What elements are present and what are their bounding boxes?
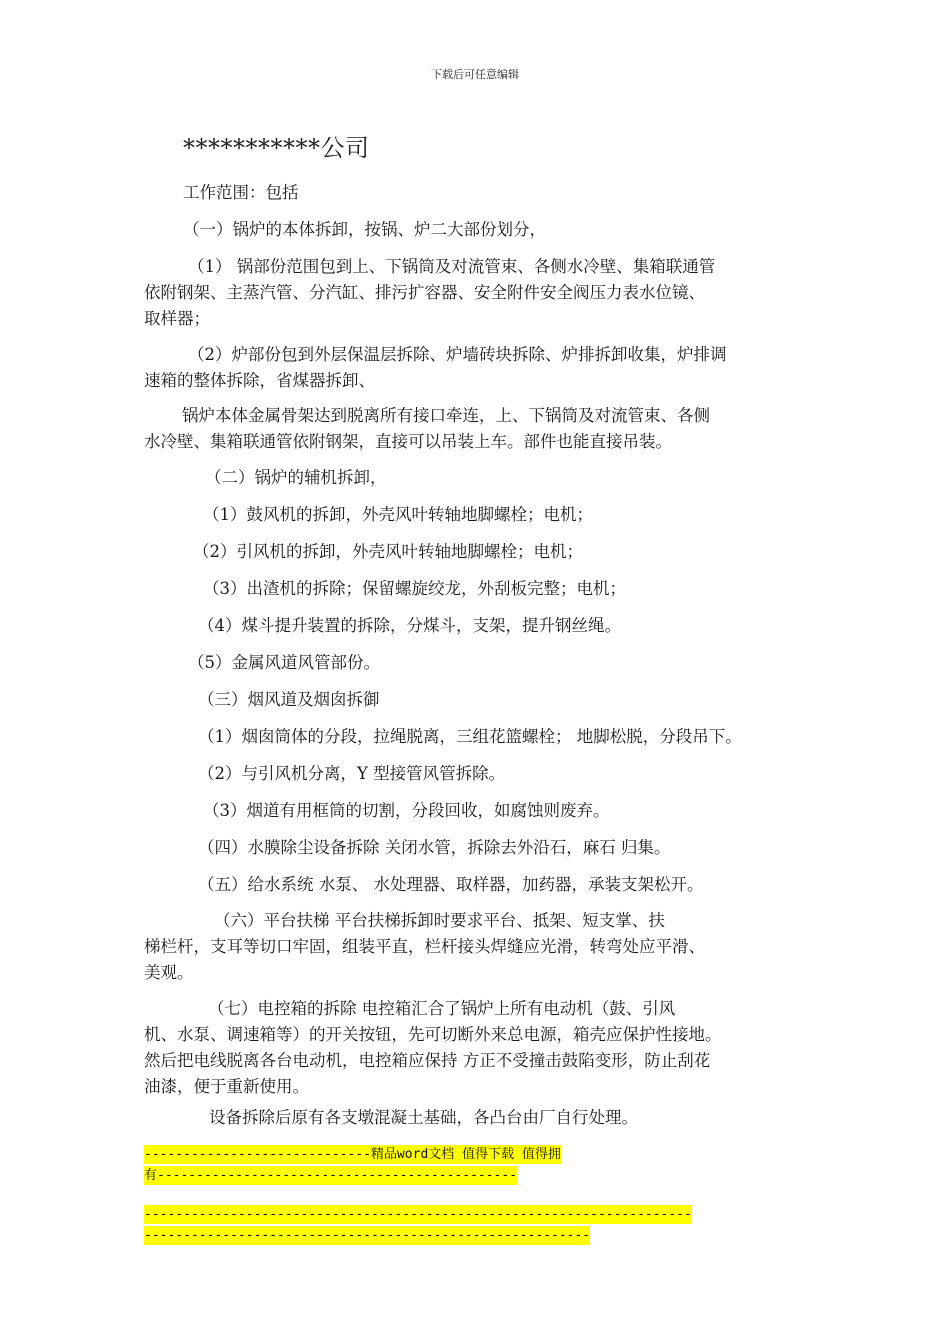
section-2-item-5: （5）金属风道风管部份。 [188, 653, 380, 672]
section-2-item-3: （3）出渣机的拆除；保留螺旋绞龙，外刮板完整；电机； [203, 579, 626, 598]
scope-line: 工作范围：包括 [183, 183, 299, 202]
section-3-heading: （三）烟风道及烟囱拆御 [198, 690, 380, 709]
section-1-item-2 [144, 342, 824, 394]
section-5: （五）给水系统 水泵、 水处理器、取样器，加药器，承装支架松开。 [198, 875, 704, 894]
text-row: （1） 锅部份范围包到上、下锅筒及对流管束、各侧水冷壁、集箱联通管 [188, 257, 716, 276]
divider-banner [144, 1203, 692, 1245]
section-3-item-1: （1）烟囱筒体的分段，拉绳脱离，三组花篮螺栓； 地脚松脱，分段吊下。 [198, 727, 742, 746]
text-row: 油漆，便于重新使用。 [144, 1077, 309, 1096]
text-row: 依附钢架、主蒸汽管、分汽缸、排污扩容器、安全附件安全阀压力表水位镜、 [144, 283, 705, 302]
text-row: 美观。 [144, 963, 194, 982]
text-row: （七）电控箱的拆除 电控箱汇合了锅炉上所有电动机（鼓、引风 [208, 999, 676, 1018]
document-title: ***********公司 [183, 134, 370, 162]
section-2-item-2: （2）引风机的拆卸，外壳风叶转轴地脚螺栓；电机； [193, 542, 583, 561]
text-row: （2）炉部份包到外层保温层拆除、炉墙砖块拆除、炉排拆卸收集，炉排调 [188, 345, 727, 364]
text-row: 机、水泵、调速箱等）的开关按钮，先可切断外来总电源，箱壳应保护性接地。 [144, 1025, 722, 1044]
section-6 [144, 908, 824, 986]
section-1-item-3 [144, 403, 824, 455]
text-row: 梯栏杆，支耳等切口牢固，组装平直，栏杆接头焊缝应光滑，转弯处应平滑、 [144, 937, 705, 956]
text-row: 取样器； [144, 309, 210, 328]
text-row: 水冷壁、集箱联通管依附钢架，直接可以吊装上车。部件也能直接吊装。 [144, 432, 672, 451]
promo-line: 有---------------------------------------------- [144, 1168, 518, 1183]
closing-line: 设备拆除后原有各支墩混凝土基础，各凸台由厂自行处理。 [209, 1108, 638, 1127]
section-2-item-1: （1）鼓风机的拆卸，外壳风叶转轴地脚螺栓；电机； [203, 505, 593, 524]
text-row: 然后把电线脱离各台电动机，电控箱应保持 方正不受撞击鼓陷变形，防止刮花 [144, 1051, 711, 1070]
section-7 [144, 996, 824, 1100]
section-1-item-1 [144, 254, 824, 332]
section-3-item-2: （2）与引风机分离，Y 型接管风管拆除。 [198, 764, 506, 783]
section-4: （四）水膜除尘设备拆除 关闭水管，拆除去外沿石，麻石 归集。 [198, 838, 671, 857]
section-2-heading: （二）锅炉的辅机拆卸， [205, 468, 387, 487]
divider-line: ---------------------------------------------------------------------- [144, 1207, 692, 1222]
divider-line: --------------------------------------------------------- [144, 1228, 591, 1243]
promo-line: -----------------------------精品word文档 值得下载 值得拥 [144, 1147, 561, 1162]
text-row: 锅炉本体金属骨架达到脱离所有接口牵连，上、下锅筒及对流管束、各侧 [182, 406, 710, 425]
text-row: （六）平台扶梯 平台扶梯拆卸时要求平台、抵架、短支掌、扶 [214, 911, 665, 930]
promo-banner [144, 1143, 561, 1185]
section-1-heading: （一）锅炉的本体拆卸，按锅、炉二大部份划分， [183, 220, 546, 239]
page-header: 下载后可任意编辑 [431, 68, 519, 81]
text-row: 速箱的整体拆除，省煤器拆卸、 [144, 371, 375, 390]
section-2-item-4: （4）煤斗提升装置的拆除，分煤斗，支架，提升钢丝绳。 [198, 616, 621, 635]
section-3-item-3: （3）烟道有用框筒的切割，分段回收，如腐蚀则废弃。 [203, 801, 610, 820]
